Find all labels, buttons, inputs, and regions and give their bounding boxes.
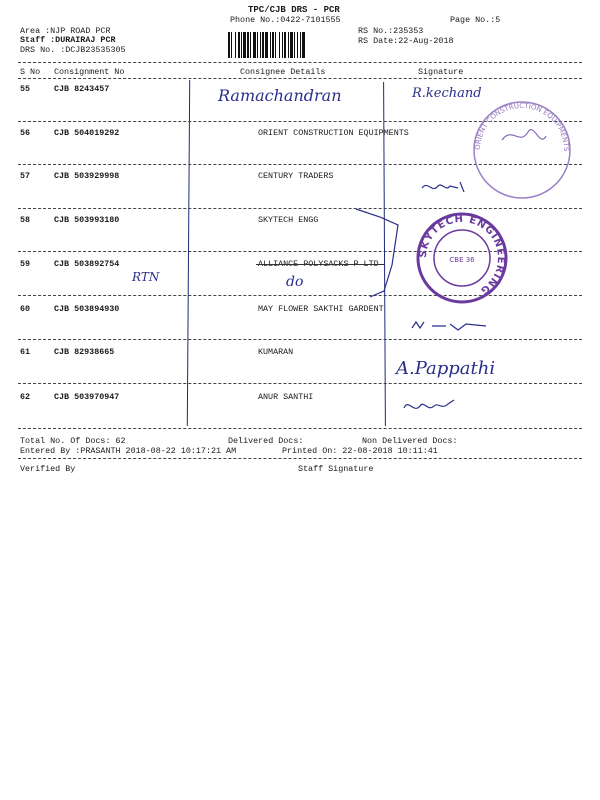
row-consignment: CJB 503892754 <box>54 259 120 269</box>
row-consignee: CENTURY TRADERS <box>258 171 334 181</box>
rs-date: RS Date:22-Aug-2018 <box>358 36 454 46</box>
row-sno: 60 <box>20 304 31 314</box>
bracket-scribble <box>340 205 410 305</box>
row-sno: 61 <box>20 347 31 357</box>
area-label: Area :NJP ROAD PCR <box>20 26 111 36</box>
svg-text:ORIENT CONSTRUCTION EQUIPMENTS: ORIENT CONSTRUCTION EQUIPMENTS <box>473 101 571 152</box>
row-divider <box>18 339 582 340</box>
row-divider <box>18 428 582 429</box>
row-consignee: ANUR SANTHI <box>258 392 314 402</box>
divider <box>18 62 582 63</box>
hand-drawn-line <box>187 80 190 426</box>
phone-number: Phone No.:0422-7101555 <box>230 15 341 25</box>
document-title: TPC/CJB DRS - PCR <box>248 5 340 15</box>
row-sno: 57 <box>20 171 31 181</box>
handwritten-note: RTN <box>132 270 160 284</box>
divider <box>18 78 582 79</box>
row-consignment: CJB 503993180 <box>54 215 120 225</box>
row-sno: 55 <box>20 84 31 94</box>
row-consignment: CJB 503970947 <box>54 392 120 402</box>
rs-number: RS No.:235353 <box>358 26 424 36</box>
barcode <box>228 32 350 58</box>
handwritten-signature: R.kechand <box>412 86 482 101</box>
total-docs: Total No. Of Docs: 62 <box>20 436 126 446</box>
handwritten-name: Ramachandran <box>218 86 342 105</box>
row-divider <box>18 383 582 384</box>
row-consignment: CJB 503929998 <box>54 171 120 181</box>
row-divider <box>18 208 582 209</box>
col-header-sno: S No <box>20 67 41 77</box>
row-consignment: CJB 504019292 <box>54 128 120 138</box>
handwritten-ditto: do <box>286 274 304 290</box>
row-sno: 56 <box>20 128 31 138</box>
non-delivered-docs: Non Delivered Docs: <box>362 436 458 446</box>
staff-label: Staff :DURAIRAJ PCR <box>20 35 116 45</box>
printed-on: Printed On: 22-08-2018 10:11:41 <box>282 446 438 456</box>
row-sno: 58 <box>20 215 31 225</box>
verified-by: Verified By <box>20 464 76 474</box>
row-consignment: CJB 8243457 <box>54 84 110 94</box>
handwritten-signature-mark <box>410 318 500 334</box>
divider <box>18 458 582 459</box>
row-consignee: SKYTECH ENGG <box>258 215 319 225</box>
drs-number: DRS No. :DCJB23535305 <box>20 45 126 55</box>
staff-signature: Staff Signature <box>298 464 374 474</box>
page-number: Page No.:5 <box>450 15 501 25</box>
row-sno: 62 <box>20 392 31 402</box>
skytech-stamp <box>416 212 508 304</box>
row-consignee: KUMARAN <box>258 347 294 357</box>
handwritten-signature: A.Pappathi <box>396 358 496 379</box>
col-header-consignment: Consignment No <box>54 67 125 77</box>
delivered-docs: Delivered Docs: <box>228 436 304 446</box>
row-consignee: ORIENT CONSTRUCTION EQUIPMENTS <box>258 128 409 138</box>
row-consignment: CJB 503894930 <box>54 304 120 314</box>
orient-stamp <box>462 100 582 200</box>
col-header-consignee: Consignee Details <box>240 67 326 77</box>
svg-text:CBE 36: CBE 36 <box>449 256 475 264</box>
row-consignee: ALLIANCE POLYSACKS P LTD <box>258 259 379 269</box>
entered-by: Entered By :PRASANTH 2018-08-22 10:17:21 AM <box>20 446 237 456</box>
row-consignment: CJB 82938665 <box>54 347 115 357</box>
svg-text:SKYTECH ENGINEERING: SKYTECH ENGINEERING <box>417 213 507 297</box>
col-header-signature: Signature <box>418 67 464 77</box>
handwritten-signature-mark <box>402 396 462 418</box>
row-consignee: MAY FLOWER SAKTHI GARDENT <box>258 304 384 314</box>
row-sno: 59 <box>20 259 31 269</box>
